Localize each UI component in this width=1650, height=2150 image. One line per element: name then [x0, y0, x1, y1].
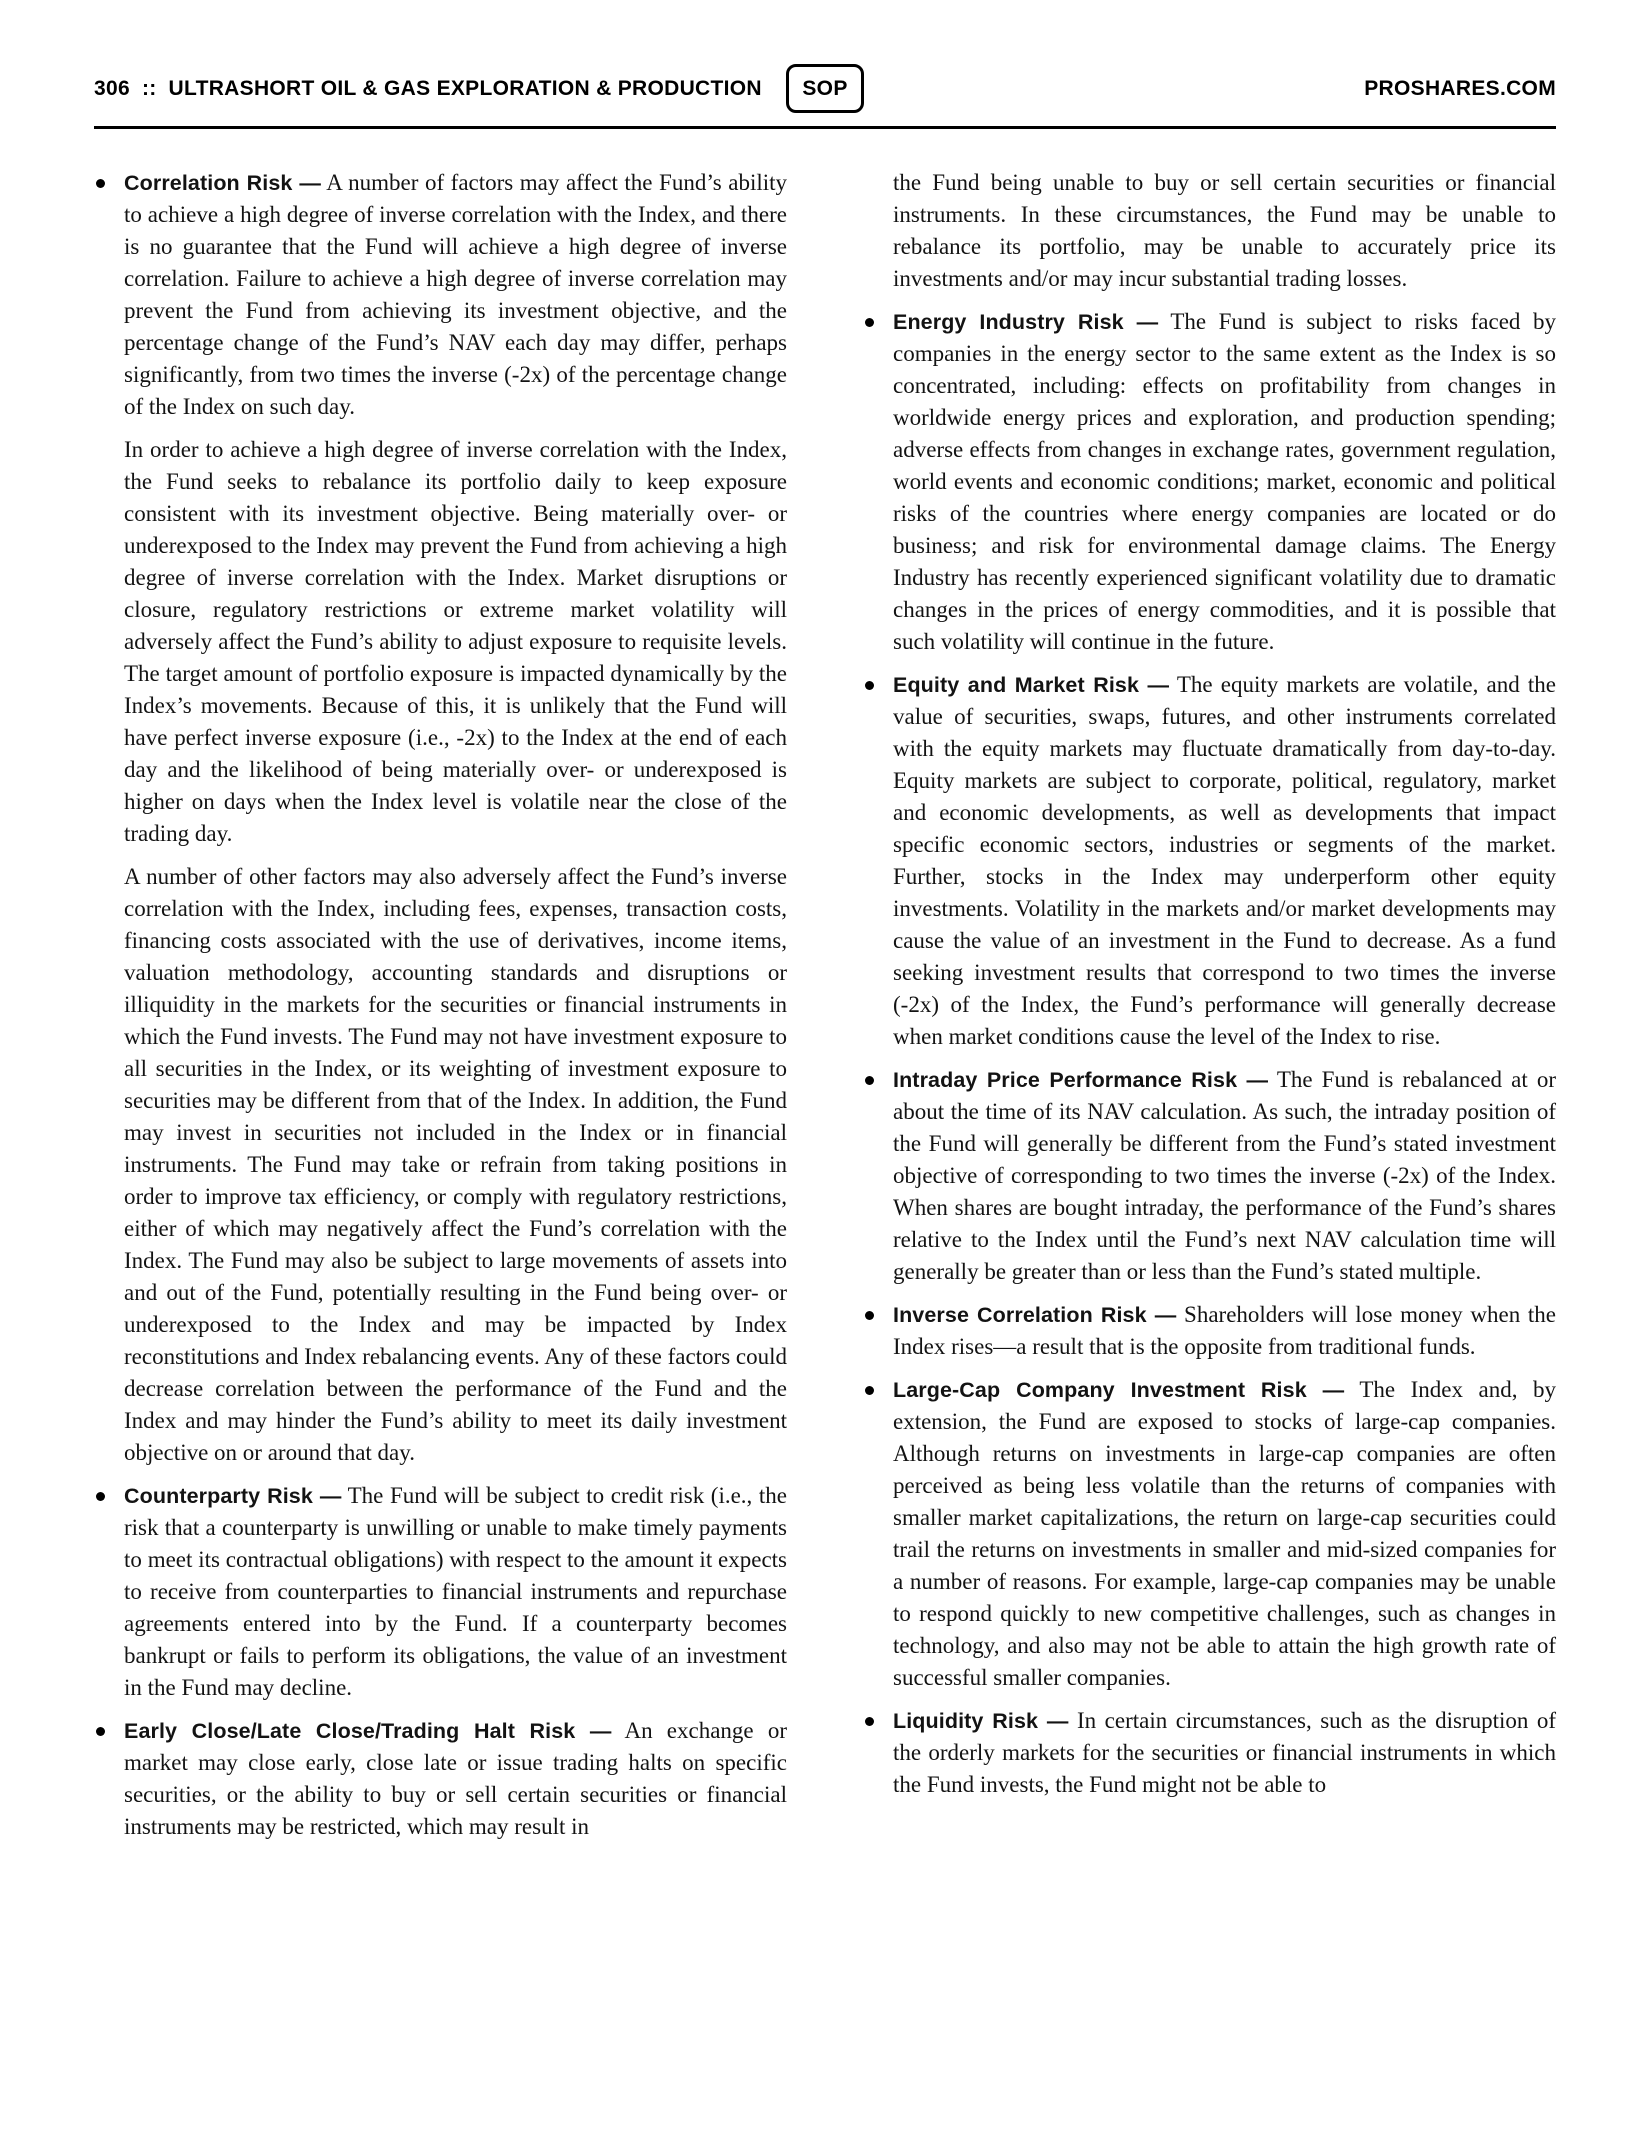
paragraph-text: In order to achieve a high degree of inverse correlation with the Index, the Fund seeks to rebalance its portfolio daily to keep exposure consistent with its investment objective. Being materially over- or underexposed to the Index may prevent the Fund from achieving a high degree of inverse correlation with the Index. Market disruptions or closure, regulatory restrictions or extreme market volatility will adversely affect the Fund’s ability to adjust exposure to requisite levels. The target amount of portfolio exposure is impacted dynamically by the Index’s movements. Because of this, it is unlikely that the Fund will have perfect inverse exposure (i.e., -2x) to the Index at the end of each day and the likelihood of being materially over- or underexposed is higher on days when the Index level is volatile near the close of the trading day. — [124, 437, 787, 846]
two-column-body — [94, 167, 1556, 1854]
bullet-icon — [96, 1727, 105, 1736]
risk-text: The Fund is rebalanced at or about the time of its NAV calculation. As such, the intraday position of the Fund will generally be different from the Fund’s stated investment objective of corresponding to two times the inverse (-2x) of the Index. When shares are bought intraday, the performance of the Fund’s shares relative to the Index until the Fund’s next NAV calculation time will generally be greater than or less than the Fund’s stated multiple. — [893, 1067, 1556, 1284]
continuation-paragraph — [863, 167, 1556, 295]
left-column — [94, 167, 787, 1854]
risk-term: Inverse Correlation Risk — — [893, 1303, 1177, 1327]
risk-text: An exchange or market may close early, close late or issue trading halts on specific securities, or the ability to buy or sell certain securities or financial instruments may be restricted, which may result in — [124, 1718, 788, 1839]
risk-item-early-close — [94, 1715, 787, 1843]
header-left — [94, 77, 786, 101]
bullet-icon — [865, 1311, 874, 1320]
bullet-icon — [865, 1076, 874, 1085]
bullet-icon — [96, 179, 105, 188]
bullet-icon — [865, 1386, 874, 1395]
page-number: 306 — [94, 76, 130, 100]
risk-item-liquidity — [863, 1705, 1556, 1801]
risk-item-intraday-price — [863, 1064, 1556, 1288]
continuation-paragraph — [94, 434, 787, 850]
bullet-icon — [96, 1492, 105, 1501]
page-header — [94, 64, 1556, 113]
risk-term: Early Close/Late Close/Trading Halt Risk — — [124, 1719, 612, 1743]
risk-item-energy-industry — [863, 306, 1556, 658]
risk-term: Correlation Risk — — [124, 171, 321, 195]
header-rule — [94, 126, 1556, 129]
fund-title: ULTRASHORT OIL & GAS EXPLORATION & PRODUCTION — [168, 76, 762, 100]
risk-term: Equity and Market Risk — — [893, 673, 1170, 697]
paragraph-text: A number of other factors may also adversely affect the Fund’s inverse correlation with the Index, including fees, expenses, transaction costs, financing costs associated with the use of derivatives, income items, valuation methodology, accounting standards and disruptions or illiquidity in the markets for the securities or financial instruments in which the Fund invests. The Fund may not have investment exposure to all securities in the Index, or its weighting of investment exposure to securities may be different from that of the Index. In addition, the Fund may invest in securities not included in the Index or in financial instruments. The Fund may take or refrain from taking positions in order to improve tax efficiency, or comply with regulatory restrictions, either of which may negatively affect the Fund’s correlation with the Index. The Fund may also be subject to large movements of assets into and out of the Fund, potentially resulting in the Fund being over- or underexposed to the Index and may be impacted by Index reconstitutions and Index rebalancing events. Any of these factors could decrease correlation between the performance of the Fund and the Index and may hinder the Fund’s ability to meet its daily investment objective on or around that day. — [124, 864, 787, 1465]
ticker-label: SOP — [802, 77, 848, 100]
bullet-icon — [865, 681, 874, 690]
risk-term: Counterparty Risk — — [124, 1484, 342, 1508]
risk-item-inverse-correlation — [863, 1299, 1556, 1363]
ticker-badge — [786, 64, 863, 113]
continuation-paragraph — [94, 861, 787, 1469]
risk-text: The Fund is subject to risks faced by companies in the energy sector to the same extent as the Index is so concentrated, including: effects on profitability from changes in worldwide energy prices and exploration, and production spending; adverse effects from changes in exchange rates, government regulation, world events and economic conditions; market, economic and political risks of the countries where energy companies are located or do business; and risk for environmental damage claims. The Energy Industry has recently experienced significant volatility due to dramatic changes in the prices of energy commodities, and it is possible that such volatility will continue in the future. — [893, 309, 1556, 654]
risk-item-correlation — [94, 167, 787, 423]
risk-text: In certain circumstances, such as the disruption of the orderly markets for the securities or financial instruments in which the Fund invests, the Fund might not be able to — [893, 1708, 1557, 1797]
paragraph-text: the Fund being unable to buy or sell certain securities or financial instruments. In these circumstances, the Fund may be unable to rebalance its portfolio, may be unable to accurately price its investments and/or may incur substantial trading losses. — [893, 170, 1556, 291]
risk-item-counterparty — [94, 1480, 787, 1704]
risk-term: Intraday Price Performance Risk — — [893, 1068, 1269, 1092]
risk-term: Energy Industry Risk — — [893, 310, 1159, 334]
risk-text: The Index and, by extension, the Fund are exposed to stocks of large-cap companies. Although returns on investments in large-cap companies are often perceived as being less volatile than the returns of companies with smaller market capitalizations, the return on large-cap securities could trail the returns on investments in smaller and mid-sized companies for a number of reasons. For example, large-cap companies may be unable to respond quickly to new competitive challenges, such as changes in technology, and also may not be able to attain the high growth rate of successful smaller companies. — [893, 1377, 1556, 1690]
website-label: PROSHARES.COM — [1364, 76, 1556, 100]
risk-text: Shareholders will lose money when the Index rises—a result that is the opposite from traditional funds. — [893, 1302, 1557, 1359]
risk-term: Liquidity Risk — — [893, 1709, 1069, 1733]
header-separator: :: — [141, 76, 157, 100]
risk-text: The equity markets are volatile, and the value of securities, swaps, futures, and other instruments correlated with the equity markets may fluctuate dramatically from day-to-day. Equity markets are subject to corporate, political, regulatory, market and economic developments, as well as developments that impact specific economic sectors, industries or segments of the market. Further, stocks in the Index may underperform other equity investments. Volatility in the markets and/or market developments may cause the value of an investment in the Fund to decrease. As a fund seeking investment results that correspond to two times the inverse (-2x) of the Index, the Fund’s performance will generally decrease when market conditions cause the level of the Index to rise. — [893, 672, 1556, 1049]
risk-item-equity-market — [863, 669, 1556, 1053]
right-column — [863, 167, 1556, 1854]
header-right — [864, 77, 1556, 101]
risk-text: A number of factors may affect the Fund’s ability to achieve a high degree of inverse correlation with the Index, and there is no guarantee that the Fund will achieve a high degree of inverse correlation. Failure to achieve a high degree of inverse correlation may prevent the Fund from achieving its investment objective, and the percentage change of the Fund’s NAV each day may differ, perhaps significantly, from two times the inverse (-2x) of the percentage change of the Index on such day. — [124, 170, 788, 419]
risk-text: The Fund will be subject to credit risk (i.e., the risk that a counterparty is unwilling or unable to make timely payments to meet its contractual obligations) with respect to the amount it expects to receive from counterparties to financial instruments and repurchase agreements entered into by the Fund. If a counterparty becomes bankrupt or fails to perform its obligations, the value of an investment in the Fund may decline. — [124, 1483, 787, 1700]
bullet-icon — [865, 1717, 874, 1726]
bullet-icon — [865, 318, 874, 327]
risk-item-large-cap — [863, 1374, 1556, 1694]
risk-term: Large-Cap Company Investment Risk — — [893, 1378, 1345, 1402]
